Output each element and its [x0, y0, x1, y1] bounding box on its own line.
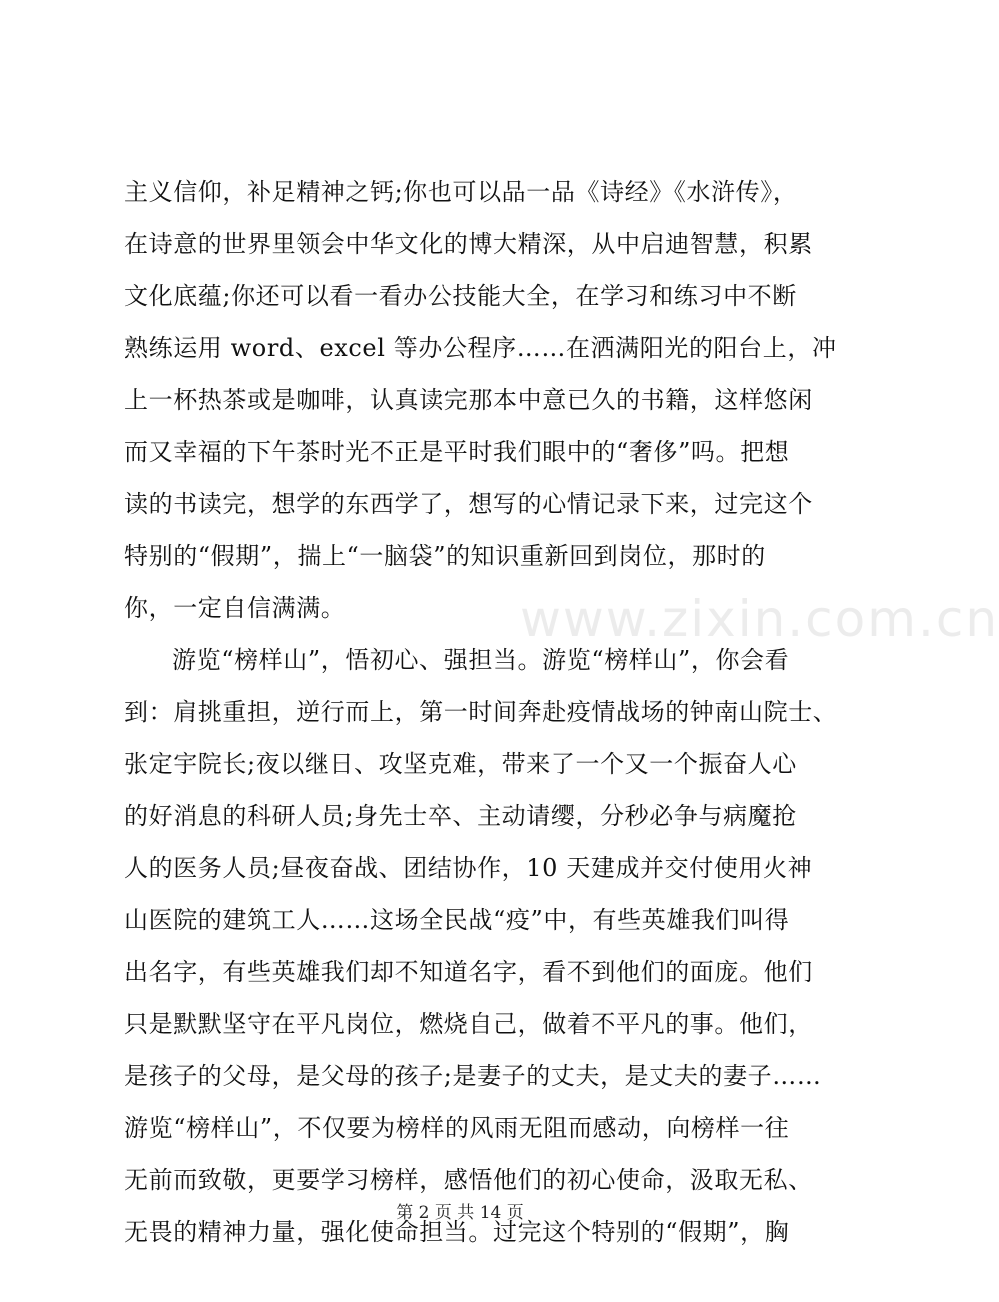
text-line: 到：肩挑重担，逆行而上，第一时间奔赴疫情战场的钟南山院士、: [124, 698, 838, 726]
text-line: 山医院的建筑工人……这场全民战“疫”中，有些英雄我们叫得: [124, 906, 790, 934]
text-line: 出名字，有些英雄我们却不知道名字，看不到他们的面庞。他们: [124, 958, 813, 986]
text-line: 特别的“假期”，揣上“一脑袋”的知识重新回到岗位，那时的: [124, 542, 766, 570]
text-line: 无前而致敬，更要学习榜样，感悟他们的初心使命，汲取无私、: [124, 1166, 813, 1194]
text-line: 人的医务人员;昼夜奋战、团结协作，10 天建成并交付使用火神: [124, 854, 813, 882]
text-line: 上一杯热茶或是咖啡，认真读完那本中意已久的书籍，这样悠闲: [124, 386, 813, 414]
text-line: 游览“榜样山”，不仅要为榜样的风雨无阻而感动，向榜样一往: [124, 1114, 790, 1142]
text-line: 而又幸福的下午茶时光不正是平时我们眼中的“奢侈”吗。把想: [124, 438, 790, 466]
text-line: 读的书读完，想学的东西学了，想写的心情记录下来，过完这个: [124, 490, 813, 518]
text-line: 无畏的精神力量，强化使命担当。过完这个特别的“假期”，胸: [124, 1218, 790, 1246]
text-line: 只是默默坚守在平凡岗位，燃烧自己，做着不平凡的事。他们，: [124, 1010, 813, 1038]
page-footer: 第 2 页 共 14 页: [396, 1203, 524, 1223]
text-line: 是孩子的父母，是父母的孩子;是妻子的丈夫，是丈夫的妻子……: [124, 1062, 822, 1090]
text-line: 文化底蕴;你还可以看一看办公技能大全，在学习和练习中不断: [124, 282, 797, 310]
body-text: [124, 166, 838, 1258]
text-line: 张定宇院长;夜以继日、攻坚克难，带来了一个又一个振奋人心: [124, 750, 797, 778]
text-line: 的好消息的科研人员;身先士卒、主动请缨，分秒必争与病魔抢: [124, 802, 797, 830]
text-line: 你，一定自信满满。: [124, 594, 346, 622]
text-line: 熟练运用 word、excel 等办公程序……在洒满阳光的阳台上，冲: [124, 334, 837, 362]
text-line: 在诗意的世界里领会中华文化的博大精深，从中启迪智慧，积累: [124, 230, 813, 258]
text-line: 主义信仰，补足精神之钙;你也可以品一品《诗经》《水浒传》，: [124, 178, 798, 206]
watermark: www.zixin.com.cn: [520, 590, 999, 648]
text-line: 游览“榜样山”，悟初心、强担当。游览“榜样山”，你会看: [172, 646, 790, 674]
